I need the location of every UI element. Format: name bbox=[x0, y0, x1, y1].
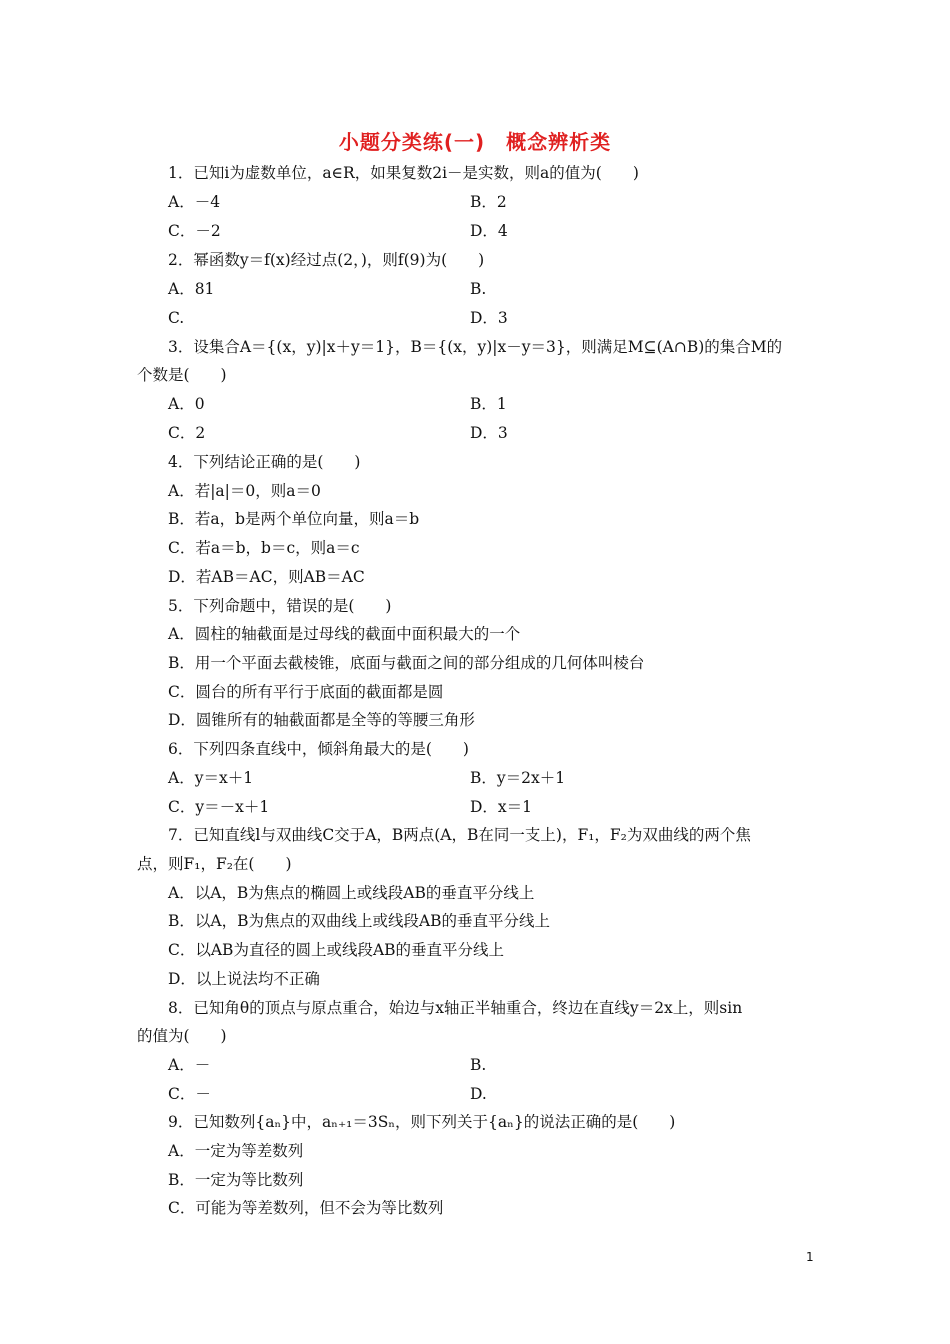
question-8-stem: 8．已知角θ的顶点与原点重合，始边与x轴正半轴重合，终边在直线y＝2x上，则sin bbox=[168, 999, 743, 1017]
question-4-option-a: A．若|a|＝0，则a＝0 bbox=[168, 482, 321, 500]
question-9-stem: 9．已知数列{aₙ}中，aₙ₊₁＝3Sₙ，则下列关于{aₙ}的说法正确的是( ) bbox=[168, 1113, 676, 1131]
question-4-stem: 4．下列结论正确的是( ) bbox=[168, 453, 361, 471]
question-3-option-a: A．0 bbox=[168, 395, 205, 413]
question-3-stem: 3．设集合A＝{(x，y)|x＋y＝1}，B＝{(x，y)|x－y＝3}，则满足M⊆(A∩B)的集合M的 bbox=[168, 338, 783, 356]
question-7-option-b: B．以A，B为焦点的双曲线上或线段AB的垂直平分线上 bbox=[168, 912, 551, 930]
question-7-option-a: A．以A，B为焦点的椭圆上或线段AB的垂直平分线上 bbox=[168, 884, 535, 902]
question-9-option-a: A．一定为等差数列 bbox=[168, 1142, 304, 1160]
question-5-option-c: C．圆台的所有平行于底面的截面都是圆 bbox=[168, 683, 444, 701]
question-3-option-b: B．1 bbox=[470, 395, 507, 413]
question-6-option-a: A．y＝x＋1 bbox=[168, 769, 254, 787]
question-7-stem: 7．已知直线l与双曲线C交于A，B两点(A，B在同一支上)，F₁，F₂为双曲线的两个焦 bbox=[168, 826, 751, 844]
question-2-option-a: A．81 bbox=[168, 280, 215, 298]
question-6-stem: 6．下列四条直线中，倾斜角最大的是( ) bbox=[168, 740, 469, 758]
question-9-option-c: C．可能为等差数列，但不会为等比数列 bbox=[168, 1199, 444, 1217]
question-8-option-c: C．－ bbox=[168, 1085, 211, 1103]
question-4-option-b: B．若a，b是两个单位向量，则a＝b bbox=[168, 510, 420, 528]
question-7-stem-continued: 点，则F₁，F₂在( ) bbox=[137, 855, 292, 873]
question-5-option-a: A．圆柱的轴截面是过母线的截面中面积最大的一个 bbox=[168, 625, 521, 643]
question-1-option-a: A．－4 bbox=[168, 193, 221, 211]
question-7-option-c: C．以AB为直径的圆上或线段AB的垂直平分线上 bbox=[168, 941, 505, 959]
question-1-option-d: D．4 bbox=[470, 222, 508, 240]
question-1-option-b: B．2 bbox=[470, 193, 507, 211]
question-3-option-d: D．3 bbox=[470, 424, 508, 442]
question-6-option-d: D．x＝1 bbox=[470, 798, 533, 816]
question-3-option-c: C．2 bbox=[168, 424, 206, 442]
question-9-option-b: B．一定为等比数列 bbox=[168, 1171, 304, 1189]
question-2-option-b: B. bbox=[470, 280, 487, 298]
question-8-option-b: B. bbox=[470, 1056, 487, 1074]
question-1-option-c: C．－2 bbox=[168, 222, 221, 240]
question-4-option-d: D．若AB＝AC，则AB＝AC bbox=[168, 568, 365, 586]
question-7-option-d: D．以上说法均不正确 bbox=[168, 970, 320, 988]
question-5-option-d: D．圆锥所有的轴截面都是全等的等腰三角形 bbox=[168, 711, 475, 729]
question-6-option-b: B．y＝2x＋1 bbox=[470, 769, 566, 787]
question-5-stem: 5．下列命题中，错误的是( ) bbox=[168, 597, 392, 615]
question-3-stem-continued: 个数是( ) bbox=[137, 366, 227, 384]
question-6-option-c: C．y＝－x＋1 bbox=[168, 798, 270, 816]
question-2-option-c: C. bbox=[168, 309, 185, 327]
question-8-option-a: A．－ bbox=[168, 1056, 211, 1074]
question-4-option-c: C．若a＝b，b＝c，则a＝c bbox=[168, 539, 360, 557]
question-8-stem-continued: 的值为( ) bbox=[137, 1027, 227, 1045]
page-number: 1 bbox=[806, 1250, 814, 1264]
question-5-option-b: B．用一个平面去截棱锥，底面与截面之间的部分组成的几何体叫棱台 bbox=[168, 654, 645, 672]
question-2-option-d: D．3 bbox=[470, 309, 508, 327]
question-2-stem: 2．幂函数y＝f(x)经过点(2，)，则f(9)为( ) bbox=[168, 251, 485, 269]
question-8-option-d: D. bbox=[470, 1085, 487, 1103]
question-1-stem: 1．已知i为虚数单位，a∈R，如果复数2i－是实数，则a的值为( ) bbox=[168, 164, 639, 182]
page-title: 小题分类练(一) 概念辨析类 bbox=[338, 130, 612, 154]
